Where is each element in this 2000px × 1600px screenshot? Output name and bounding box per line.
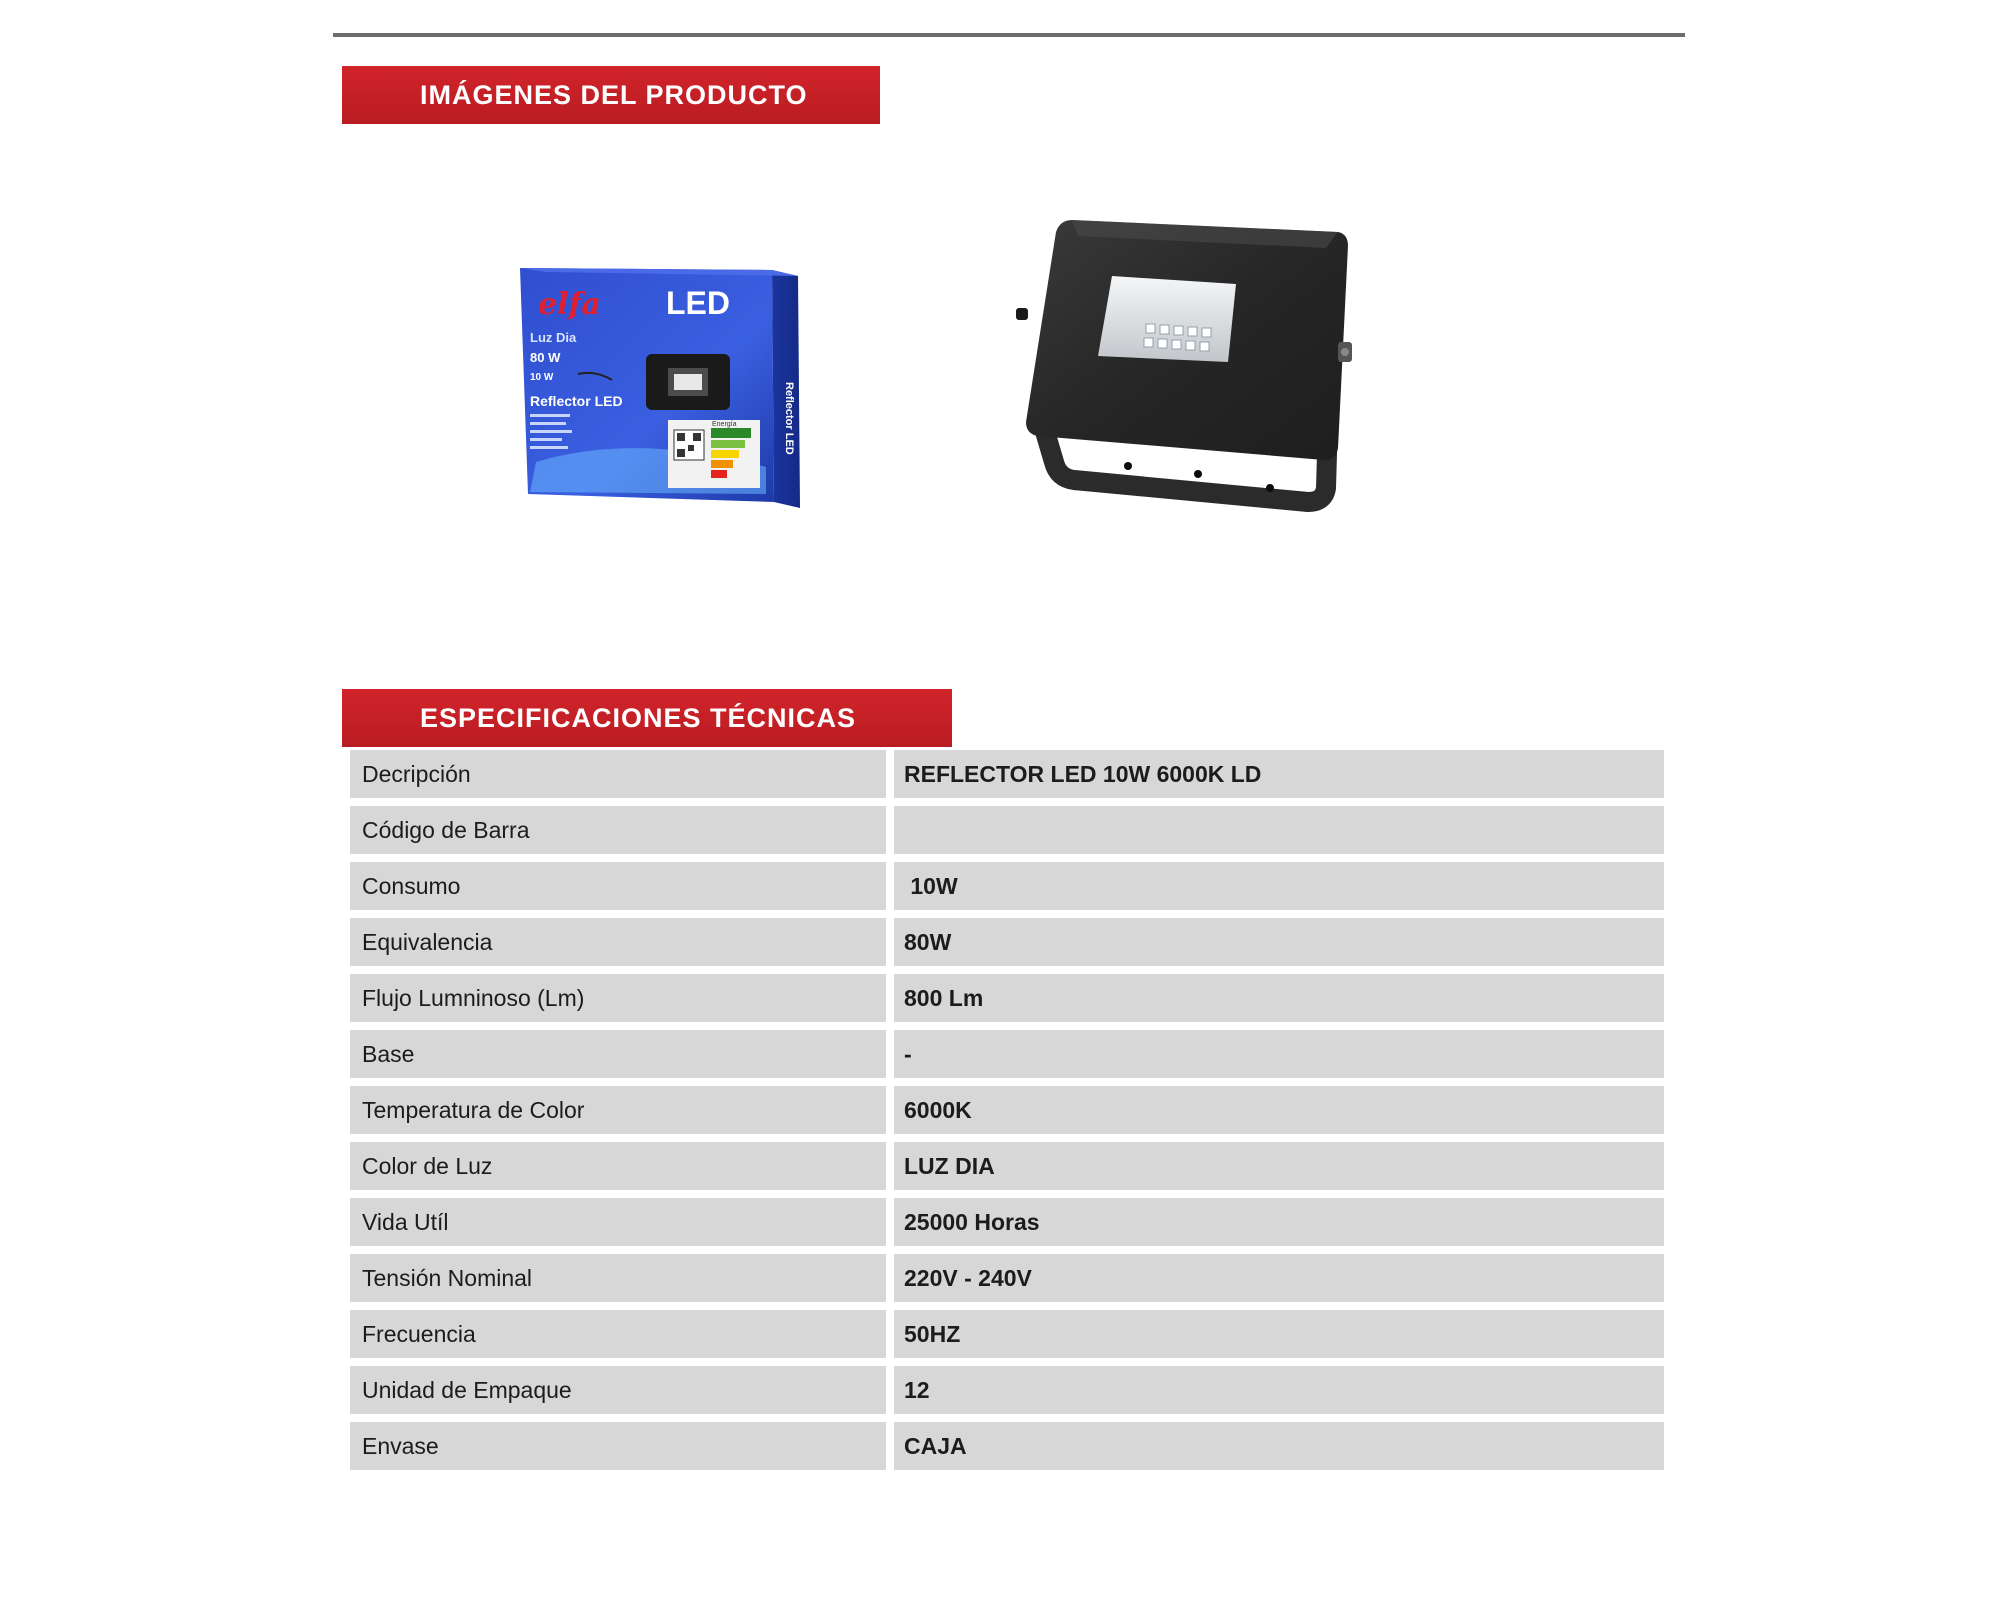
table-row: [350, 1086, 1664, 1134]
spec-value: 220V - 240V: [894, 1254, 1664, 1302]
box-side-text: Reflector LED: [783, 382, 795, 455]
spec-label: Envase: [350, 1422, 886, 1470]
table-row: [350, 750, 1664, 798]
spec-value: 80W: [894, 918, 1664, 966]
spec-value: [894, 806, 1664, 854]
box-energy-label: Energía: [712, 421, 737, 428]
table-row: [350, 862, 1664, 910]
product-box-image: [516, 262, 806, 512]
top-divider: [333, 33, 1685, 37]
spec-value: 12: [894, 1366, 1664, 1414]
spec-label: Color de Luz: [350, 1142, 886, 1190]
spec-value: 800 Lm: [894, 974, 1664, 1022]
spec-label: Temperatura de Color: [350, 1086, 886, 1134]
box-80w-text: 80 W: [530, 350, 561, 365]
spec-label: Vida Utíl: [350, 1198, 886, 1246]
spec-value: 6000K: [894, 1086, 1664, 1134]
product-reflector-image: [1008, 212, 1358, 512]
table-row: [350, 918, 1664, 966]
spec-table: [350, 750, 1664, 1478]
spec-value: 50HZ: [894, 1310, 1664, 1358]
table-row: [350, 1142, 1664, 1190]
spec-label: Flujo Lumninoso (Lm): [350, 974, 886, 1022]
section-header-images: [342, 66, 880, 124]
spec-value: LUZ DIA: [894, 1142, 1664, 1190]
spec-label: Decripción: [350, 750, 886, 798]
box-10w-text: 10 W: [530, 372, 554, 383]
spec-value: 10W: [894, 862, 1664, 910]
spec-label: Base: [350, 1030, 886, 1078]
table-row: [350, 1310, 1664, 1358]
table-row: [350, 1198, 1664, 1246]
spec-label: Tensión Nominal: [350, 1254, 886, 1302]
table-row: [350, 806, 1664, 854]
table-row: [350, 1254, 1664, 1302]
spec-value: REFLECTOR LED 10W 6000K LD: [894, 750, 1664, 798]
table-row: [350, 974, 1664, 1022]
section-header-specs: [342, 689, 952, 747]
spec-label: Unidad de Empaque: [350, 1366, 886, 1414]
section-title: IMÁGENES DEL PRODUCTO: [420, 79, 808, 110]
spec-value: -: [894, 1030, 1664, 1078]
table-row: [350, 1422, 1664, 1470]
box-name-text: Reflector LED: [530, 393, 623, 409]
table-row: [350, 1030, 1664, 1078]
spec-value: CAJA: [894, 1422, 1664, 1470]
spec-label: Código de Barra: [350, 806, 886, 854]
spec-value: 25000 Horas: [894, 1198, 1664, 1246]
spec-label: Frecuencia: [350, 1310, 886, 1358]
box-led-text: LED: [666, 285, 730, 321]
box-luz-dia-text: Luz Dia: [530, 330, 577, 345]
section-title: ESPECIFICACIONES TÉCNICAS: [420, 702, 857, 733]
spec-label: Consumo: [350, 862, 886, 910]
table-row: [350, 1366, 1664, 1414]
box-brand-text: elfa: [538, 287, 601, 322]
spec-label: Equivalencia: [350, 918, 886, 966]
